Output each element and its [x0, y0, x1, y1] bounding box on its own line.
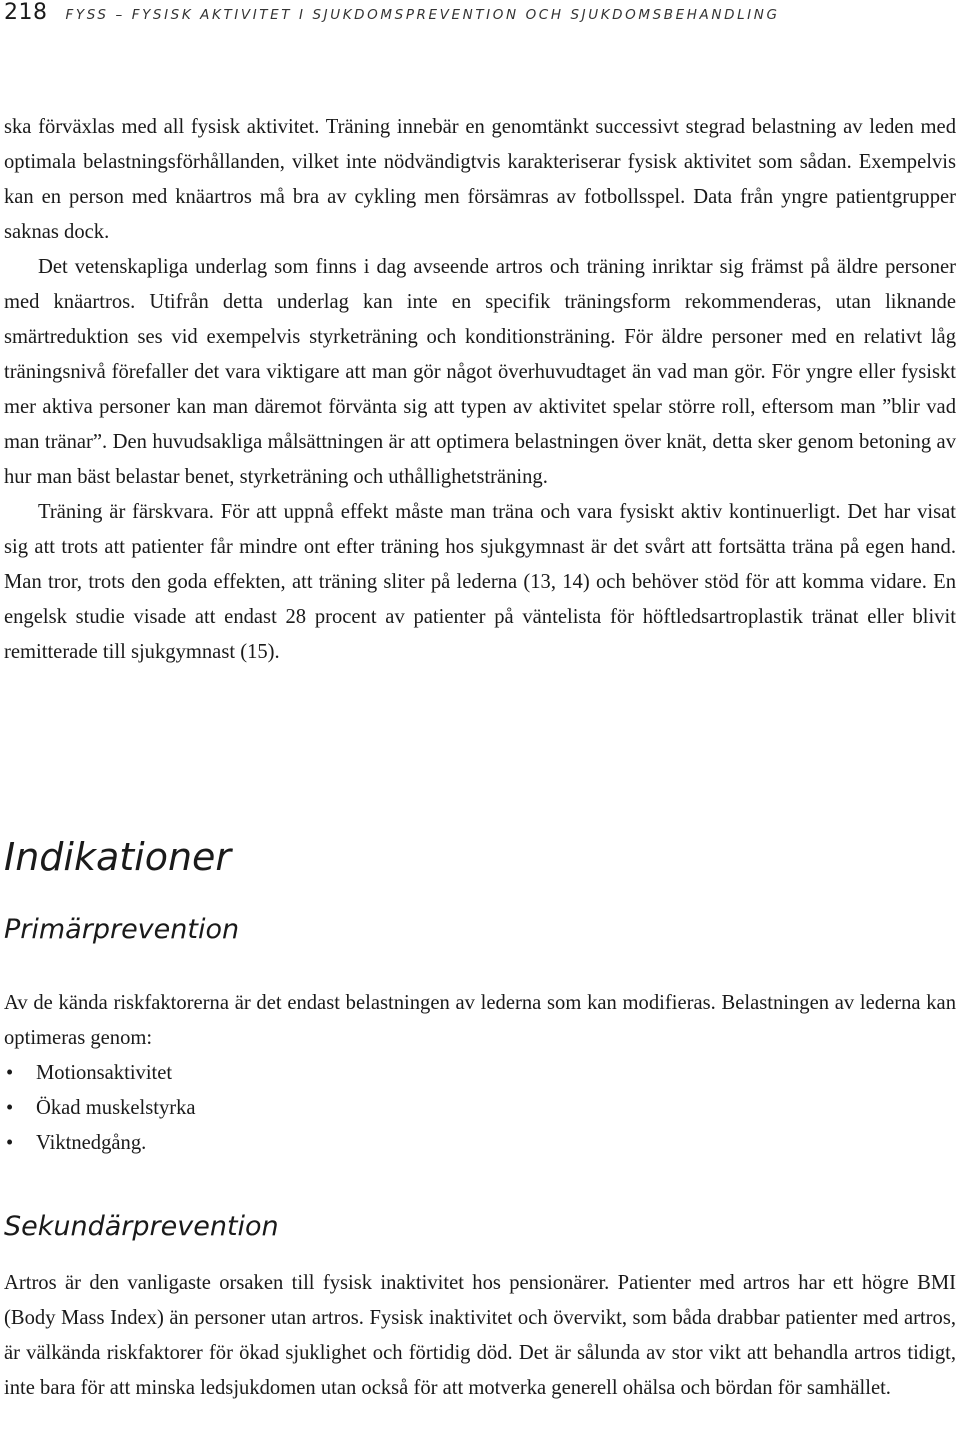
list-item-text: Ökad muskelstyrka	[36, 1097, 196, 1119]
running-title: FYSS – FYSISK AKTIVITET I SJUKDOMSPREVENTION OCH SJUKDOMSBEHANDLING	[65, 7, 780, 23]
paragraph: Av de kända riskfaktorerna är det endast belastningen av lederna som kan modifieras. Belastningen av lederna kan optimeras genom:	[4, 992, 956, 1049]
list-item	[4, 1056, 956, 1091]
bullet-icon: •	[6, 1097, 14, 1119]
paragraph: ska förväxlas med all fysisk aktivitet. Träning innebär en genomtänkt successivt stegrad belastning av leden med optimala belastningsförhållanden, vilket inte nödvändigtvis karakteriserar fysisk aktivitet som sådan. Exempelvis kan en person med knäartros må bra av cykling men försämras av fotbollsspel. Data från yngre patientgrupper saknas dock.	[4, 116, 956, 243]
secondary-prevention-block	[4, 1266, 956, 1406]
list-item-text: Motionsaktivitet	[36, 1062, 173, 1084]
bullet-icon: •	[6, 1062, 14, 1084]
primary-prevention-block	[4, 986, 956, 1161]
bullet-icon: •	[6, 1132, 14, 1154]
paragraph: Träning är färskvara. För att uppnå effekt måste man träna och vara fysiskt aktiv kontinuerligt. Det har visat sig att trots att patienter får mindre ont efter träning hos sjukgymnast är det svårt att fortsätta träna på egen hand. Man tror, trots den goda effekten, att träning sliter på lederna (13, 14) och behöver stöd för att komma vidare. En engelsk studie visade att endast 28 procent av patienter på väntelista för höftledsartroplastik tränat eller blivit remitterade till sjukgymnast (15).	[4, 501, 956, 663]
bullet-list	[4, 1056, 956, 1161]
running-header	[4, 0, 780, 36]
list-item-text: Viktnedgång.	[36, 1132, 147, 1154]
paragraph: Artros är den vanligaste orsaken till fysisk inaktivitet hos pensionärer. Patienter med artros har ett högre BMI (Body Mass Index) än personer utan artros. Fysisk inaktivitet och övervikt, som båda drabbar patienter med artros, är välkända riskfaktorer för ökad sjuklighet och förtidig död. Det är sålunda av stor vikt att behandla artros tidigt, inte bara för att minska ledsjukdomen utan också för att motverka generell ohälsa och bördan för samhället.	[4, 1272, 956, 1399]
list-item	[4, 1091, 956, 1126]
section-heading: Indikationer	[4, 835, 232, 879]
page-number: 218	[4, 0, 48, 25]
list-item	[4, 1126, 956, 1161]
subsection-heading-secondary-prevention: Sekundärprevention	[4, 1211, 279, 1242]
intro-text-block	[4, 110, 956, 670]
paragraph: Det vetenskapliga underlag som finns i dag avseende artros och träning inriktar sig främst på äldre personer med knäartros. Utifrån detta underlag kan inte en specifik träningsform rekommenderas, utan liknande smärtreduktion ses vid exempelvis styrketräning och konditionsträning. För äldre personer med en relativt låg träningsnivå förefaller det vara viktigare att man gör något överhuvudtaget än vad man gör. För yngre eller fysiskt mer aktiva personer kan man däremot förvänta sig att typen av aktivitet spelar större roll, eftersom man ”blir vad man tränar”. Den huvudsakliga målsättningen är att optimera belastningen över knät, detta sker genom betoning av hur man bäst belastar benet, styrketräning och uthållighetsträning.	[4, 256, 956, 488]
subsection-heading-primary-prevention: Primärprevention	[4, 914, 240, 945]
